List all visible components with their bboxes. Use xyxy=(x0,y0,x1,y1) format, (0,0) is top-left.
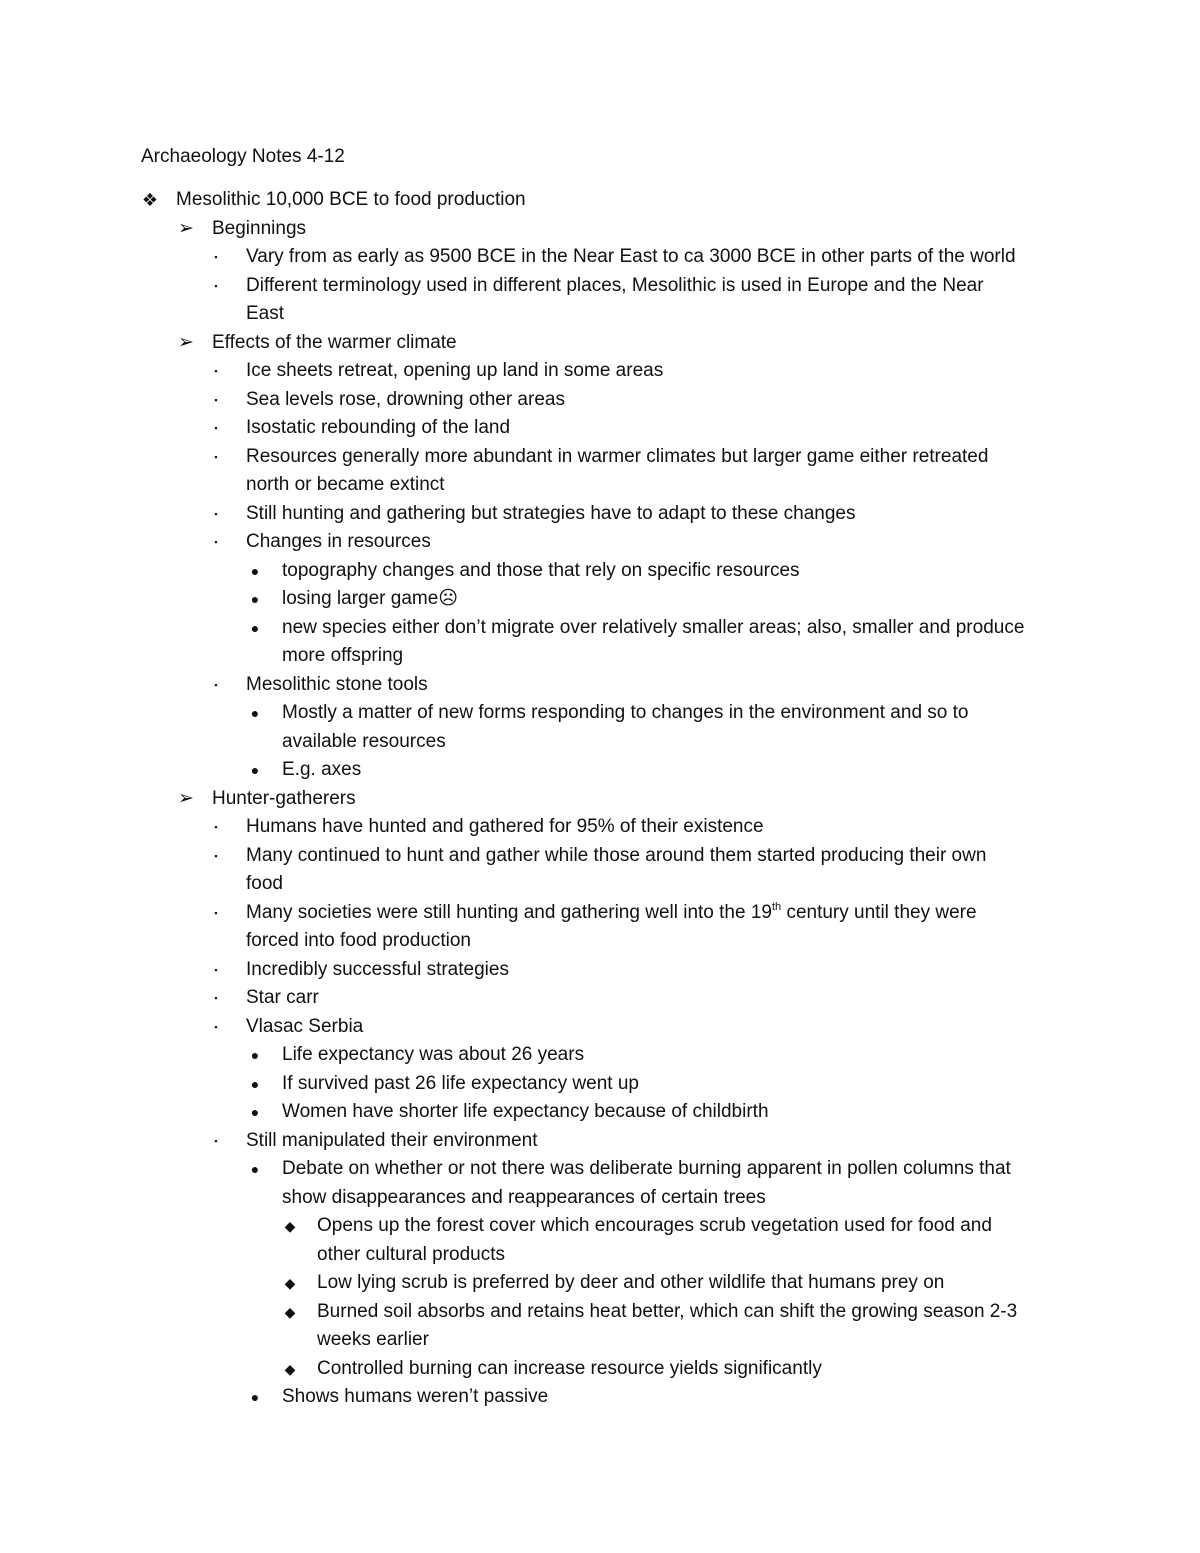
list-item: Star carr xyxy=(246,987,319,1008)
list-item: Life expectancy was about 26 years xyxy=(282,1044,585,1065)
diamond-small-bullet-icon: ◆ xyxy=(284,1360,296,1377)
list-item: Sea levels rose, drowning other areas xyxy=(246,388,565,410)
list-item: Different terminology used in different places, Mesolithic is used in Europe and the Near xyxy=(246,274,984,296)
dot-bullet-icon: ● xyxy=(250,619,260,636)
square-bullet-icon: ▪ xyxy=(214,1135,218,1146)
list-item-continuation: more offspring xyxy=(282,645,404,666)
square-bullet-icon: ▪ xyxy=(214,822,218,832)
square-bullet-icon: ▪ xyxy=(214,850,218,861)
list-item: Effects of the warmer climate xyxy=(212,331,457,353)
square-bullet-icon: ▪ xyxy=(214,907,218,918)
list-item: Mostly a matter of new forms responding to changes in the environment and so to xyxy=(282,702,969,723)
dot-bullet-icon: ● xyxy=(250,1104,260,1120)
square-bullet-icon: ▪ xyxy=(214,252,218,262)
list-item: Opens up the forest cover which encourages scrub vegetation used for food and xyxy=(317,1215,992,1236)
list-item: Beginnings xyxy=(212,217,307,239)
diamond-small-bullet-icon: ◆ xyxy=(284,1275,296,1291)
square-bullet-icon: ▪ xyxy=(214,537,218,547)
list-item: Still manipulated their environment xyxy=(246,1129,538,1151)
superscript: th xyxy=(771,900,782,913)
list-item: Mesolithic stone tools xyxy=(246,673,428,695)
list-item-continuation: weeks earlier xyxy=(317,1329,429,1350)
square-bullet-icon: ▪ xyxy=(214,1021,218,1032)
square-bullet-icon: ▪ xyxy=(214,964,218,975)
list-item: Isostatic rebounding of the land xyxy=(246,417,511,438)
list-item: losing larger game☹ xyxy=(282,588,459,609)
dot-bullet-icon: ● xyxy=(250,705,260,721)
arrow-bullet-icon: ➢ xyxy=(178,217,194,239)
list-item: If survived past 26 life expectancy went up xyxy=(282,1072,639,1094)
list-item-continuation: north or became extinct xyxy=(246,474,445,495)
diamond-small-bullet-icon: ◆ xyxy=(284,1218,296,1234)
list-item: Shows humans weren’t passive xyxy=(282,1386,549,1407)
list-item: Hunter-gatherers xyxy=(212,787,356,809)
list-item-continuation: forced into food production xyxy=(246,930,471,951)
diamond-bullet-icon: ❖ xyxy=(141,190,159,210)
list-item: Vlasac Serbia xyxy=(246,1015,364,1037)
square-bullet-icon: ▪ xyxy=(214,451,218,462)
dot-bullet-icon: ● xyxy=(250,1075,260,1092)
document-title: Archaeology Notes 4-12 xyxy=(141,146,345,167)
list-item: Resources generally more abundant in warmer climates but larger game either retreated xyxy=(246,445,989,467)
list-item: E.g. axes xyxy=(282,759,362,780)
dot-bullet-icon: ● xyxy=(250,1047,260,1063)
dot-bullet-icon: ● xyxy=(250,762,260,778)
square-bullet-icon: ▪ xyxy=(214,508,218,519)
list-item: Changes in resources xyxy=(246,531,431,552)
list-item-continuation: food xyxy=(246,873,283,894)
square-bullet-icon: ▪ xyxy=(214,993,218,1003)
arrow-bullet-icon: ➢ xyxy=(178,331,194,353)
list-item: Many continued to hunt and gather while those around them started producing their own xyxy=(246,844,987,866)
list-item: new species either don’t migrate over relatively smaller areas; also, smaller and produce xyxy=(282,616,1025,638)
list-item: topography changes and those that rely on specific resources xyxy=(282,559,800,581)
arrow-bullet-icon: ➢ xyxy=(178,787,194,809)
list-item-text: century until they were xyxy=(781,901,977,923)
dot-bullet-icon: ● xyxy=(250,562,260,579)
list-item-continuation: available resources xyxy=(282,730,446,752)
list-item: Women have shorter life expectancy because of childbirth xyxy=(282,1101,769,1122)
list-item: Incredibly successful strategies xyxy=(246,958,509,980)
list-item: Burned soil absorbs and retains heat better, which can shift the growing season 2-3 xyxy=(317,1300,1018,1322)
list-item-continuation: East xyxy=(246,303,285,324)
dot-bullet-icon: ● xyxy=(250,1389,260,1405)
diamond-small-bullet-icon: ◆ xyxy=(284,1303,296,1320)
list-item: Low lying scrub is preferred by deer and other wildlife that humans prey on xyxy=(317,1272,945,1293)
list-item: Mesolithic 10,000 BCE to food production xyxy=(176,189,526,210)
list-item: Humans have hunted and gathered for 95% of their existence xyxy=(246,816,764,837)
list-item-continuation: show disappearances and reappearances of certain trees xyxy=(282,1186,766,1208)
list-item: Ice sheets retreat, opening up land in some areas xyxy=(246,360,664,381)
square-bullet-icon: ▪ xyxy=(214,366,218,376)
square-bullet-icon: ▪ xyxy=(214,280,218,291)
list-item: Controlled burning can increase resource yields significantly xyxy=(317,1357,822,1379)
dot-bullet-icon: ● xyxy=(250,591,260,607)
list-item xyxy=(246,899,977,928)
list-item: Debate on whether or not there was deliberate burning apparent in pollen columns that xyxy=(282,1158,1011,1179)
square-bullet-icon: ▪ xyxy=(214,423,218,433)
square-bullet-icon: ▪ xyxy=(214,679,218,690)
square-bullet-icon: ▪ xyxy=(214,394,218,405)
list-item: Vary from as early as 9500 BCE in the Near East to ca 3000 BCE in other parts of the world xyxy=(246,246,1016,267)
list-item-text: Many societies were still hunting and gathering well into the 19 xyxy=(246,901,772,923)
dot-bullet-icon: ● xyxy=(250,1161,260,1177)
list-item: Still hunting and gathering but strategies have to adapt to these changes xyxy=(246,502,856,524)
list-item-continuation: other cultural products xyxy=(317,1243,505,1265)
